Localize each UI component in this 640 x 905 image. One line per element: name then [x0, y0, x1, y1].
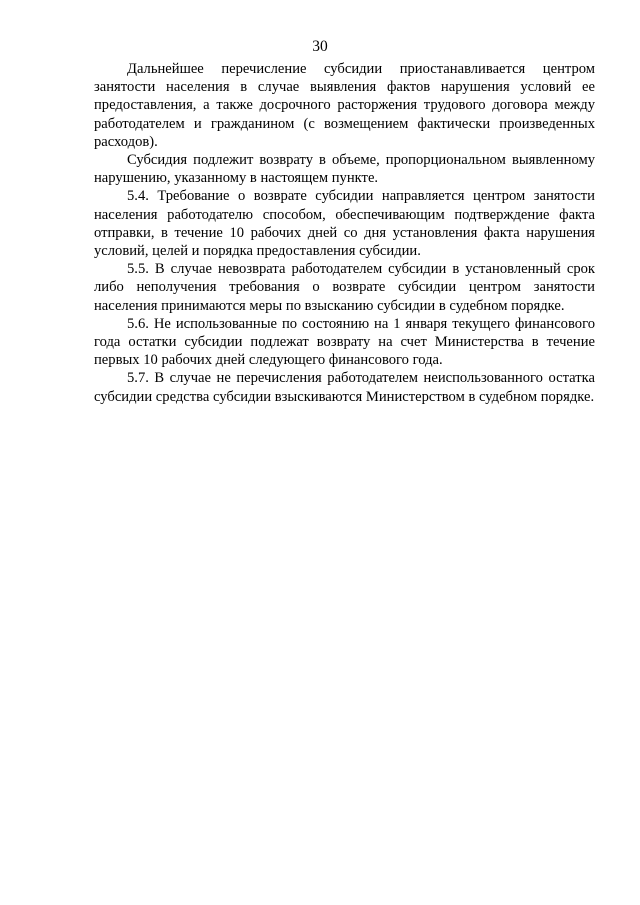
- page-number: 30: [312, 38, 328, 55]
- paragraph-5-7: 5.7. В случае не перечисления работодателем неиспользованного остатка субсидии средства субсидии взыскиваются Министерством в судебном порядке.: [94, 370, 595, 405]
- paragraph-suspension: Дальнейшее перечисление субсидии приостанавливается центром занятости населения в случае выявления фактов нарушения условий ее предоставления, а также досрочного расторжения трудового договора между работодателем и гражданином (с возмещением фактически произведенных расходов).: [94, 61, 595, 150]
- document-body: [94, 60, 595, 406]
- paragraph-refund-proportional: Субсидия подлежит возврату в объеме, пропорциональном выявленному нарушению, указанному в настоящем пункте.: [94, 152, 595, 187]
- paragraph-5-6: 5.6. Не использованные по состоянию на 1 января текущего финансового года остатки субсидии подлежат возврату на счет Министерства в течение первых 10 рабочих дней следующего финансового года.: [94, 315, 595, 369]
- paragraph-5-4: 5.4. Требование о возврате субсидии направляется центром занятости населения работодателю способом, обеспечивающим подтверждение факта отправки, в течение 10 рабочих дней со дня установления факта нарушения условий, целей и порядка предоставления субсидии.: [94, 188, 595, 260]
- paragraph-5-5: 5.5. В случае невозврата работодателем субсидии в установленный срок либо неполучения требования о возврате субсидии центром занятости населения принимаются меры по взысканию субсидии в судебном порядке.: [94, 261, 595, 314]
